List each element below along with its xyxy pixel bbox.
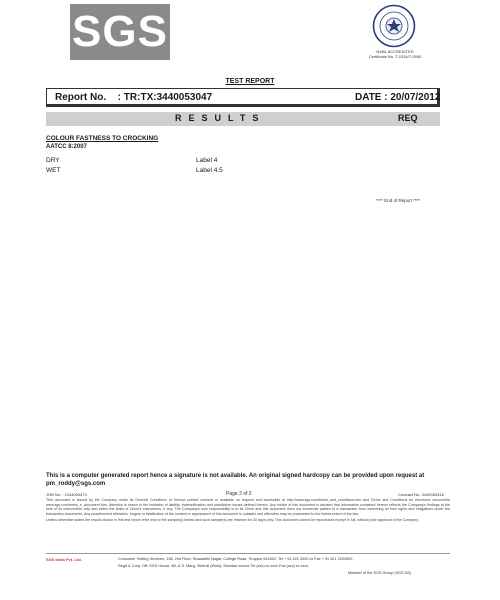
- test-section-title: COLOUR FASTNESS TO CROCKING: [46, 135, 159, 142]
- report-number-label: Report No.: [55, 92, 107, 103]
- footer-divider: [46, 553, 450, 554]
- company-name: SGS India Pvt. Ltd.: [46, 557, 82, 562]
- report-number: [55, 92, 212, 103]
- report-date-label: DATE :: [355, 92, 388, 103]
- contract-number: Contract No. 3440053316: [398, 492, 444, 497]
- signature-notice: This is a computer generated report hence a signature is not available. An original signed hardcopy can be provided upon request at pm_roddy@sgs.com: [46, 473, 425, 487]
- report-date-value: 20/07/2012: [390, 92, 441, 103]
- nabl-seal-icon: [372, 4, 416, 48]
- result-row-label: DRY: [46, 157, 60, 164]
- report-number-value: TR:TX:3440053047: [123, 92, 213, 103]
- report-number-separator: :: [117, 92, 122, 103]
- sgs-logo: SGS: [70, 4, 170, 60]
- result-row-value: Label 4: [196, 157, 218, 164]
- test-method: AATCC 8:2007: [46, 144, 87, 150]
- registered-office: Regd & Corp. Off: SGS House, 4B, A.S. Marg, Vikhroli (West), Mumbai xxxxxx Tel (xxx) xx xxxx Fax (xxx) xx xxxx: [118, 564, 309, 568]
- page-number: Page 2 of 2: [226, 491, 252, 497]
- req-heading: REQ: [398, 113, 418, 123]
- report-date: [355, 92, 440, 103]
- seal-line: NABL ACCREDITED: [376, 49, 414, 54]
- terms-fine-print: [46, 498, 450, 524]
- group-membership: Member of the SGS Group (SGS SA): [348, 571, 411, 575]
- terms-paragraph: This document is issued by the Company under its General Conditions of Service printed overleaf or available on request and accessible at http://www.sgs.com/terms_and_conditions.htm and Terms and Conditions for electronic documents www.sgs.com/terms_e_document.htm. Attention is drawn to the limitation of liability, indemnification and jurisdiction issues defined therein. Any holder of this document is advised that information contained hereon reflects the Company's findings at the time of its intervention only and within the limits of Client's instructions, if any. The Company's sole responsibility is to its Client and this document does not exonerate parties to a transaction from exercising all their rights and obligations under the transaction documents. Any unauthorized alteration, forgery or falsification of the content or appearance of this document is unlawful and offenders may be prosecuted to the fullest extent of the law.: [46, 498, 450, 516]
- seal-caption: [340, 49, 450, 59]
- result-row-value: Label 4.5: [196, 167, 223, 174]
- result-row-label: WET: [46, 167, 61, 174]
- report-title: TEST REPORT: [225, 78, 275, 85]
- end-of-report: **** End of Report ****: [376, 198, 421, 203]
- seal-line: Certificate No. T-1034/T-0550: [368, 54, 422, 59]
- terms-paragraph: Unless otherwise stated the results shown in this test report refer only to the sample(s) tested and such sample(s) are retained for 30 days only. This document cannot be reproduced except in full, without prior approval of the Company.: [46, 517, 419, 522]
- job-number: JOB No. : 1344003473: [46, 492, 87, 497]
- company-address: Consumer Testing Services, 136, 2nd Floor, Sivasakthi Nagar, College Road, Tiruppur 641602. Tel + 91 421 2000 xx Fax + 91 421 2204902.: [118, 557, 354, 561]
- results-heading: RESULTS: [175, 113, 266, 123]
